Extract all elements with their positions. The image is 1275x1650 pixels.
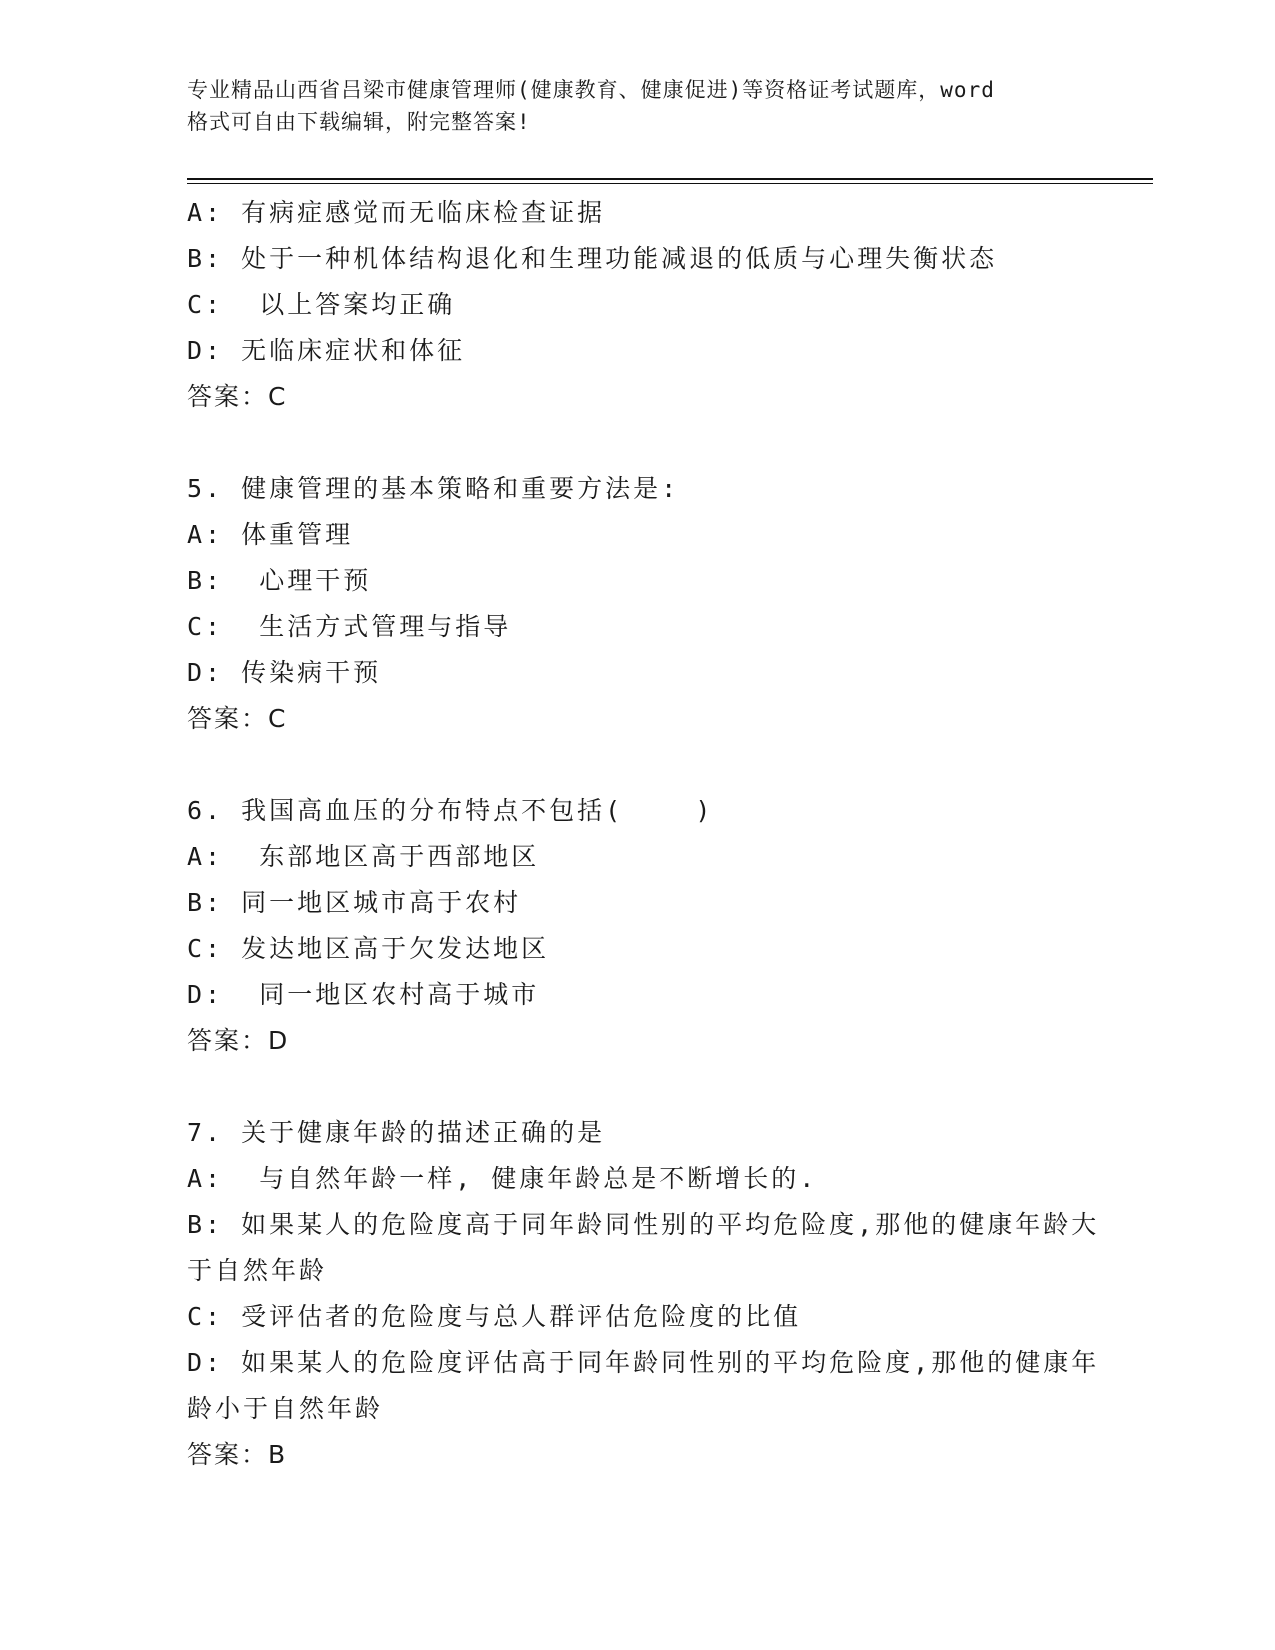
header-line-1: 专业精品山西省吕梁市健康管理师(健康教育、健康促进)等资格证考试题库，word (187, 78, 995, 102)
question-list (187, 190, 1107, 1478)
spacer (187, 1064, 1107, 1110)
question-stem: 6. 我国高血压的分布特点不包括( ) (187, 796, 714, 825)
answer: 答案：B (187, 1440, 288, 1469)
spacer (187, 420, 1107, 466)
option-b: B: 如果某人的危险度高于同年龄同性别的平均危险度,那他的健康年龄大于自然年龄 (187, 1210, 1100, 1285)
question-stem: 7. 关于健康年龄的描述正确的是 (187, 1118, 606, 1147)
answer: 答案：C (187, 704, 288, 733)
question-block-5 (187, 466, 1107, 742)
option-a: A: 东部地区高于西部地区 (187, 842, 540, 871)
question-stem: 5. 健康管理的基本策略和重要方法是: (187, 474, 680, 503)
option-b: B: 处于一种机体结构退化和生理功能减退的低质与心理失衡状态 (187, 244, 998, 273)
header-line-2: 格式可自由下载编辑，附完整答案! (187, 110, 531, 134)
option-d: D: 同一地区农村高于城市 (187, 980, 540, 1009)
option-c: C: 生活方式管理与指导 (187, 612, 512, 641)
spacer (187, 742, 1107, 788)
option-c: C: 以上答案均正确 (187, 290, 456, 319)
document-header (187, 74, 1107, 138)
answer: 答案：C (187, 382, 288, 411)
option-d: D: 无临床症状和体征 (187, 336, 466, 365)
option-a: A: 有病症感觉而无临床检查证据 (187, 198, 606, 227)
question-block-7 (187, 1110, 1107, 1478)
question-block-6 (187, 788, 1107, 1064)
option-b: B: 同一地区城市高于农村 (187, 888, 522, 917)
answer: 答案：D (187, 1026, 290, 1055)
option-c: C: 发达地区高于欠发达地区 (187, 934, 550, 963)
option-a: A: 体重管理 (187, 520, 354, 549)
option-d: D: 如果某人的危险度评估高于同年龄同性别的平均危险度,那他的健康年龄小于自然年龄 (187, 1348, 1100, 1423)
option-d: D: 传染病干预 (187, 658, 382, 687)
option-c: C: 受评估者的危险度与总人群评估危险度的比值 (187, 1302, 802, 1331)
header-divider (187, 178, 1153, 180)
header-divider-thin (187, 183, 1153, 184)
option-a: A: 与自然年龄一样, 健康年龄总是不断增长的. (187, 1164, 818, 1193)
question-block-prev (187, 190, 1107, 420)
option-b: B: 心理干预 (187, 566, 372, 595)
